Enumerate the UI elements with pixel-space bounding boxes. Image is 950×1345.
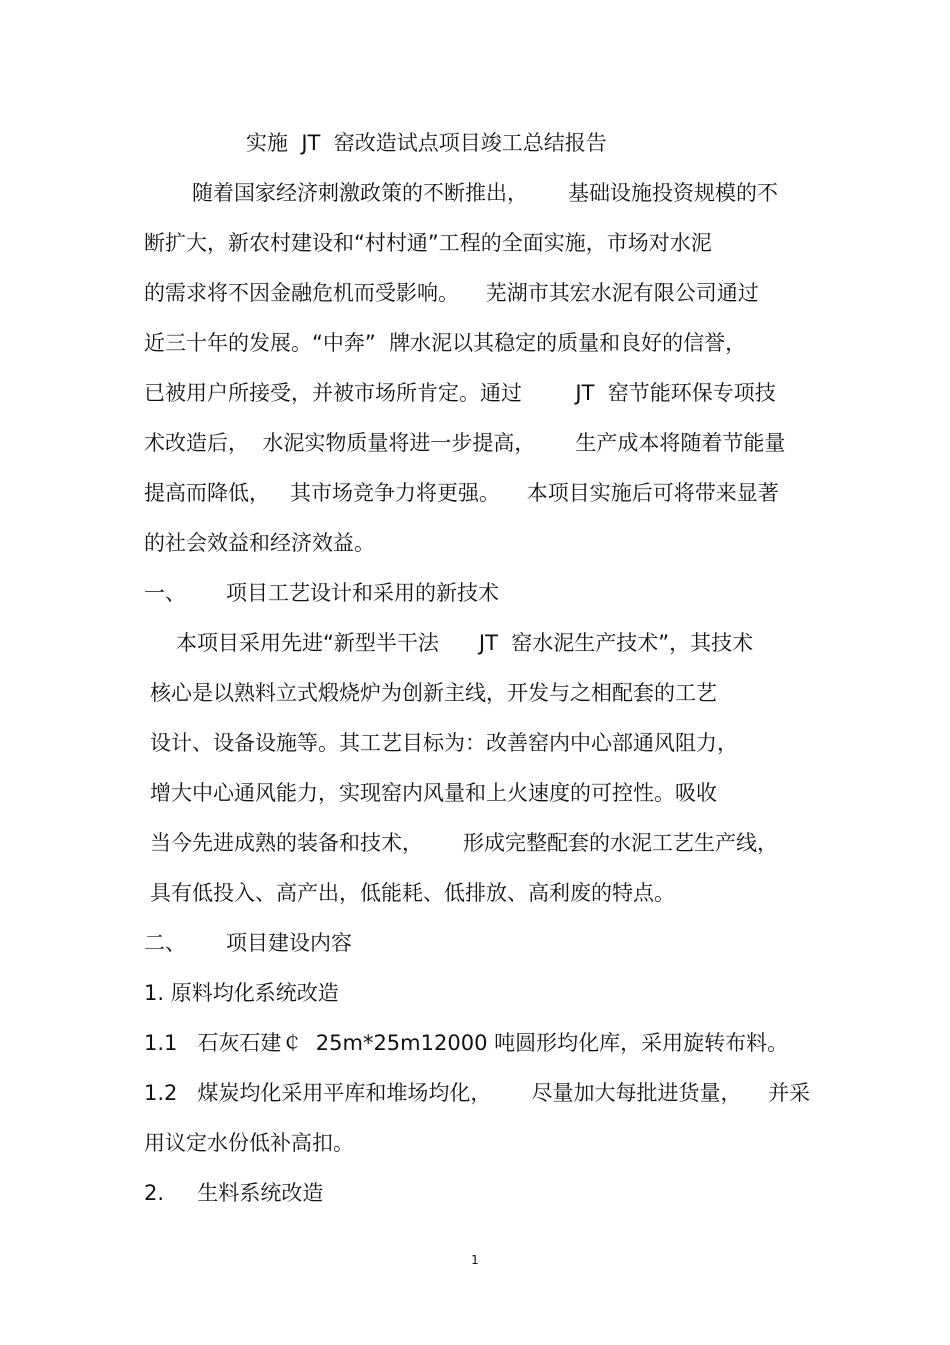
paragraph-line: 当今先进成熟的装备和技术， 形成完整配套的水泥工艺生产线， (150, 831, 779, 855)
paragraph-line: 术改造后， 水泥实物质量将进一步提高， 生产成本将随着节能量 (144, 431, 786, 455)
paragraph-line: 随着国家经济刺激政策的不断推出， 基础设施投资规模的不 (192, 181, 779, 205)
paragraph-line: 核心是以熟料立式煅烧炉为创新主线，开发与之相配套的工艺 (150, 681, 717, 705)
paragraph-line: 具有低投入、高产出，低能耗、低排放、高利废的特点。 (150, 881, 675, 905)
list-item: 1.2 煤炭均化采用平库和堆场均化， 尽量加大每批进货量， 并采 (144, 1081, 811, 1105)
list-item: 1.1 石灰石建￠ 25m*25m12000 吨圆形均化库，采用旋转布料。 (144, 1031, 789, 1055)
paragraph-line: 本项目采用先进“新型半干法 JT 窑水泥生产技术”，其技术 (176, 631, 754, 655)
paragraph-line: 设计、设备设施等。其工艺目标为：改善窑内中心部通风阻力， (150, 731, 738, 755)
section-heading: 二、 项目建设内容 (144, 931, 353, 955)
paragraph-line: 的需求将不因金融危机而受影响。 芜湖市其宏水泥有限公司通过 (144, 281, 759, 305)
subsection-heading: 1. 原料均化系统改造 (144, 981, 339, 1005)
subsection-heading: 2. 生料系统改造 (144, 1181, 324, 1205)
paragraph-line: 断扩大，新农村建设和“村村通”工程的全面实施，市场对水泥 (144, 231, 712, 255)
section-heading: 一、 项目工艺设计和采用的新技术 (144, 581, 500, 605)
paragraph-line: 已被用户所接受，并被市场所肯定。通过 JT 窑节能环保专项技 (144, 381, 776, 405)
page-number: 1 (471, 1253, 479, 1267)
paragraph-line: 近三十年的发展。“中奔” 牌水泥以其稳定的质量和良好的信誉， (144, 331, 747, 355)
list-item-continuation: 用议定水份低补高扣。 (144, 1131, 354, 1155)
paragraph-line: 提高而降低， 其市场竞争力将更强。 本项目实施后可将带来显著 (144, 481, 779, 505)
paragraph-line: 的社会效益和经济效益。 (144, 531, 375, 555)
document-title: 实施 JT 窑改造试点项目竣工总结报告 (246, 131, 607, 155)
paragraph-line: 增大中心通风能力，实现窑内风量和上火速度的可控性。吸收 (150, 781, 717, 805)
